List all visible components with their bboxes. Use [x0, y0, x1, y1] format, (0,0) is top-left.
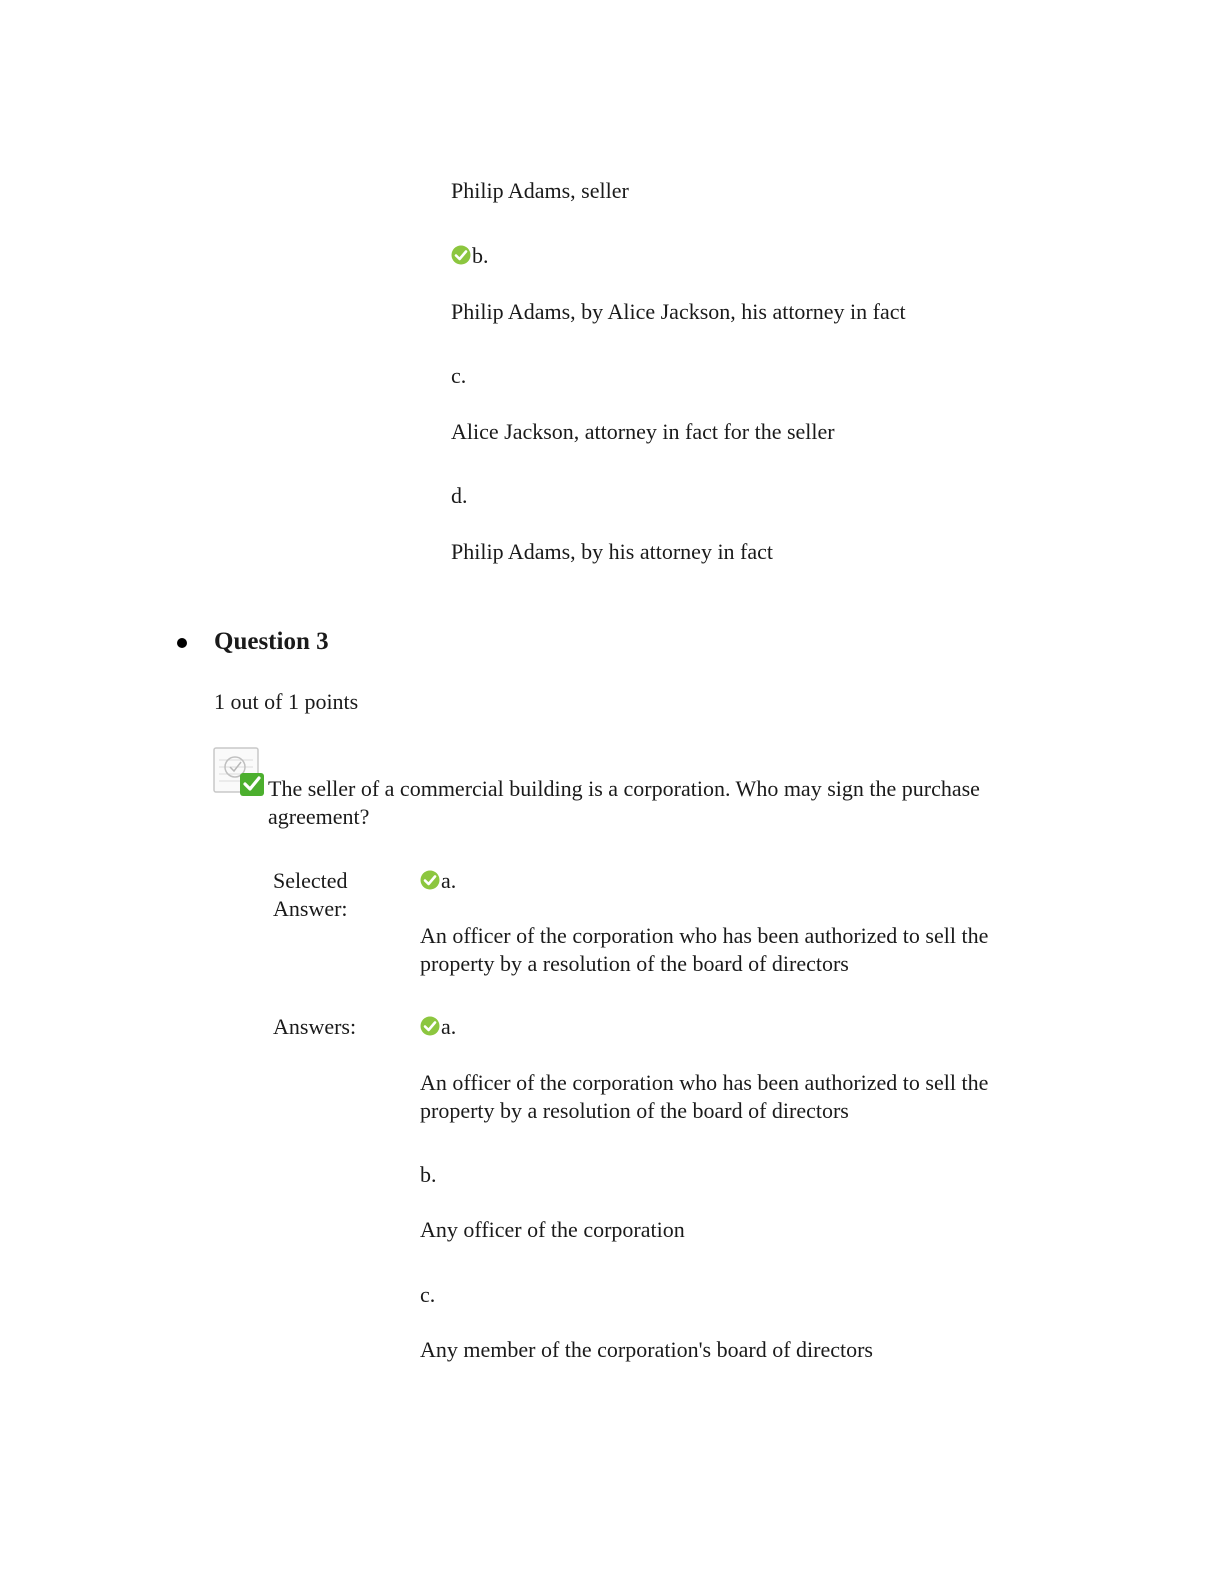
prev-option-c-text: Alice Jackson, attorney in fact for the seller	[451, 419, 835, 444]
selected-answer-text: An officer of the corporation who has been authorized to sell the property by a resolution of the board of directors	[420, 923, 989, 976]
selected-answer-option	[420, 867, 456, 895]
prev-option-b-letter: b.	[472, 243, 489, 268]
list-bullet	[177, 638, 187, 648]
prev-option-a-text: Philip Adams, seller	[451, 178, 629, 203]
answer-b-text: Any officer of the corporation	[420, 1217, 685, 1242]
answer-c-letter: c.	[420, 1282, 436, 1307]
selected-answer-label: Selected Answer:	[273, 868, 348, 921]
prev-option-b-text: Philip Adams, by Alice Jackson, his attorney in fact	[451, 299, 906, 324]
question-title: Question 3	[214, 628, 329, 655]
answer-option-a	[420, 1013, 456, 1041]
graded-correct-document-icon	[213, 747, 265, 797]
prev-option-b	[451, 242, 489, 270]
check-circle-icon	[420, 1016, 440, 1036]
answer-a-letter: a.	[441, 1014, 457, 1039]
answer-c-text: Any member of the corporation's board of directors	[420, 1337, 873, 1362]
question-prompt: The seller of a commercial building is a corporation. Who may sign the purchase agreement?	[268, 776, 980, 829]
answer-a-text: An officer of the corporation who has been authorized to sell the property by a resolution of the board of directors	[420, 1070, 989, 1123]
selected-answer-letter: a.	[441, 868, 457, 893]
prev-option-c-letter: c.	[451, 363, 467, 388]
prev-option-d-text: Philip Adams, by his attorney in fact	[451, 539, 774, 564]
check-circle-icon	[451, 245, 471, 265]
check-circle-icon	[420, 870, 440, 890]
answer-b-letter: b.	[420, 1162, 437, 1187]
prev-option-d-letter: d.	[451, 483, 468, 508]
answers-label: Answers:	[273, 1014, 357, 1039]
question-points: 1 out of 1 points	[214, 689, 359, 714]
